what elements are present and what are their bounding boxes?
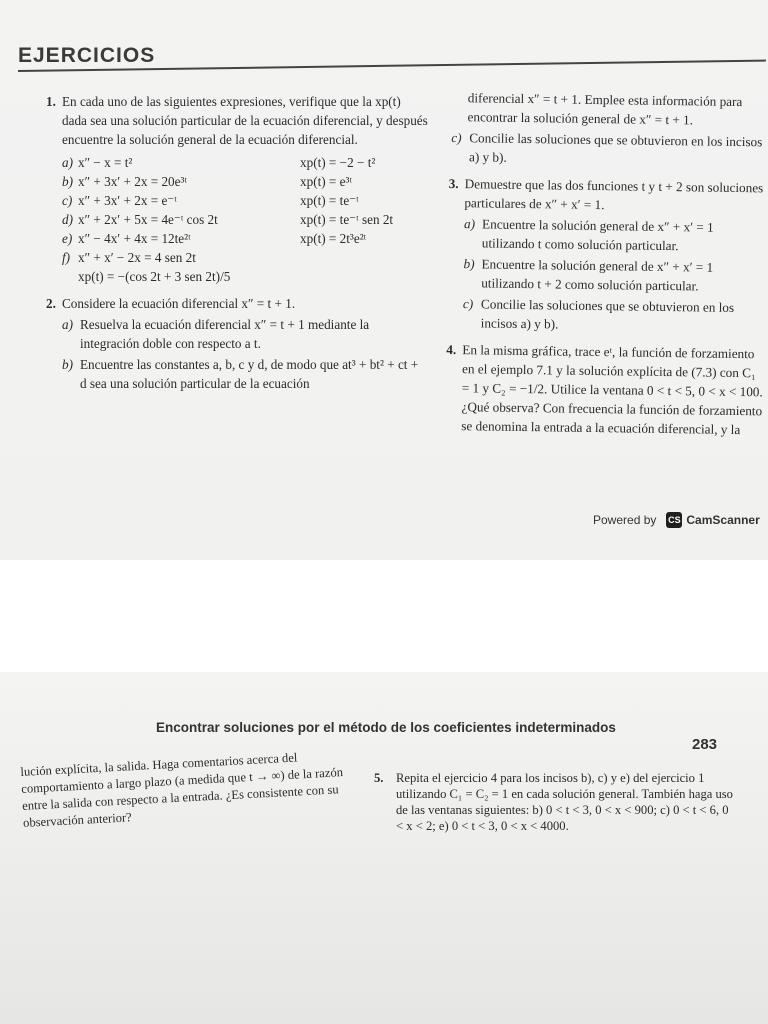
left-column	[48, 92, 428, 399]
item-text: Resuelva la ecuación diferencial x″ = t + 1 mediante la integración doble con respecto a t.	[80, 317, 370, 351]
equation: x″ + x′ − 2x = 4 sen 2t	[78, 250, 196, 265]
particular-solution: xp(t) = −2 − t²	[300, 155, 376, 170]
subitem-b	[62, 355, 428, 393]
subitem-c	[463, 294, 766, 336]
item-text: Concilie las soluciones que se obtuvieron en los incisos a) y b).	[480, 296, 735, 332]
exercise-5	[376, 770, 736, 840]
equation-row	[62, 229, 428, 248]
exercise-text: Repita el ejercicio 4 para los incisos b), c) y e) del ejercicio 1 utilizando C₁ = C₂ = 1 en cada solución general. También haga uso de las ventanas siguientes: b) 0 < t < 3, 0 < x < 900; c) 0 < t < 6, 0 < x < 2; e) 0 < t < 3, 0 < x < 4000.	[396, 771, 733, 833]
item-label: c)	[62, 193, 73, 208]
continued-text: lución explícita, la salida. Haga comentarios acerca del comportamiento a largo plazo (a medida que t → ∞) de la razón entre la salida con respecto a la entrada. ¿Es consistente con su observación anterior?	[20, 750, 344, 830]
exercise-4	[447, 340, 764, 439]
subitem-c	[451, 128, 767, 170]
item-label: a)	[464, 216, 476, 232]
item-text: Concilie las soluciones que se obtuvieron en los incisos a) y b).	[468, 130, 763, 165]
item-label: d)	[62, 212, 73, 227]
item-label: a)	[62, 155, 73, 170]
camscanner-name: CamScanner	[686, 513, 760, 527]
equation: x″ − x = t²	[78, 155, 133, 170]
item-text: Encuentre las constantes a, b, c y d, de modo que at³ + bt² + ct + d sea una solución particular de la ecuación	[80, 357, 419, 391]
equation-row	[62, 172, 428, 191]
exercise-number: 3.	[448, 175, 459, 192]
item-label: c)	[462, 296, 474, 312]
exercise-1	[48, 92, 428, 286]
page-running-title: Encontrar soluciones por el método de los coeficientes indeterminados	[156, 720, 616, 735]
equation: x″ + 2x′ + 5x = 4e⁻ᵗ cos 2t	[78, 212, 218, 227]
particular-solution: xp(t) = −(cos 2t + 3 sen 2t)/5	[78, 269, 231, 284]
item-label: b)	[463, 256, 475, 272]
right-column	[447, 88, 768, 445]
exercise-text: Considere la ecuación diferencial x″ = t + 1.	[62, 296, 296, 311]
exercise-number: 4.	[446, 341, 457, 358]
exercise-number: 5.	[374, 771, 384, 785]
equation: x″ + 3x′ + 2x = e⁻ᵗ	[78, 193, 177, 208]
item-label: b)	[62, 357, 73, 372]
particular-solution: xp(t) = te⁻ᵗ sen 2t	[300, 212, 394, 227]
exercise-3	[449, 174, 767, 336]
camscanner-watermark	[593, 512, 760, 528]
item-label: e)	[62, 231, 73, 246]
page-number: 283	[692, 736, 718, 753]
powered-by-label: Powered by	[593, 513, 657, 527]
item-text: Encuentre la solución general de x″ + x′ = 1 utilizando t como solución particular.	[481, 216, 714, 254]
exercise-text: En la misma gráfica, trace eᵗ, la función de forzamiento en el ejemplo 7.1 y la solución explícita de (7.3) con C₁ = 1 y C₂ = −1/2. Utilice la ventana 0 < t < 5, 0 < x < 100. ¿Qué observa? Con frecuencia la función de forzamiento se denomina la entrada a la ecuación diferencial, y la	[461, 342, 763, 438]
particular-solution: xp(t) = 2t³e²ᵗ	[300, 231, 367, 246]
item-label: f)	[62, 250, 71, 265]
subitem-a	[464, 214, 767, 256]
exercise-number: 2.	[46, 296, 56, 311]
item-text: Encuentre la solución general de x″ + x′ = 1 utilizando t + 2 como solución particular.	[481, 256, 714, 294]
exercise-text: Demuestre que las dos funciones t y t + 2 son soluciones particulares de x″ + x′ = 1.	[464, 176, 764, 213]
exercise-5-body	[376, 770, 736, 834]
exercise-text: En cada uno de las siguientes expresiones, verifique que la xp(t) dada sea una solución particular de la ecuación diferencial, y después encuentre la solución general de la ecuación diferencial.	[62, 94, 428, 147]
particular-solution: xp(t) = e³ᵗ	[300, 174, 352, 189]
equation-list	[62, 153, 428, 286]
equation: x″ + 3x′ + 2x = 20e³ᵗ	[78, 174, 187, 189]
item-label: a)	[62, 317, 73, 332]
equation-row	[62, 210, 428, 229]
particular-solution: xp(t) = te⁻ᵗ	[300, 193, 359, 208]
equation-row	[62, 191, 428, 210]
equation: x″ − 4x′ + 4x = 12te²ᵗ	[78, 231, 191, 246]
item-label: b)	[62, 174, 73, 189]
subitem-b-continued: diferencial x″ = t + 1. Emplee esta información para encontrar la solución general de x″ = t + 1.	[467, 90, 743, 128]
subitem-a	[62, 315, 428, 353]
subitem-b	[463, 254, 766, 296]
exercise-2	[48, 294, 428, 393]
item-label: c)	[451, 129, 462, 146]
equation-row	[62, 248, 428, 267]
camscanner-logo-icon: CS	[666, 512, 682, 528]
section-heading: EJERCICIOS	[18, 44, 156, 67]
exercise-number: 1.	[46, 94, 56, 109]
equation-row	[62, 153, 428, 172]
